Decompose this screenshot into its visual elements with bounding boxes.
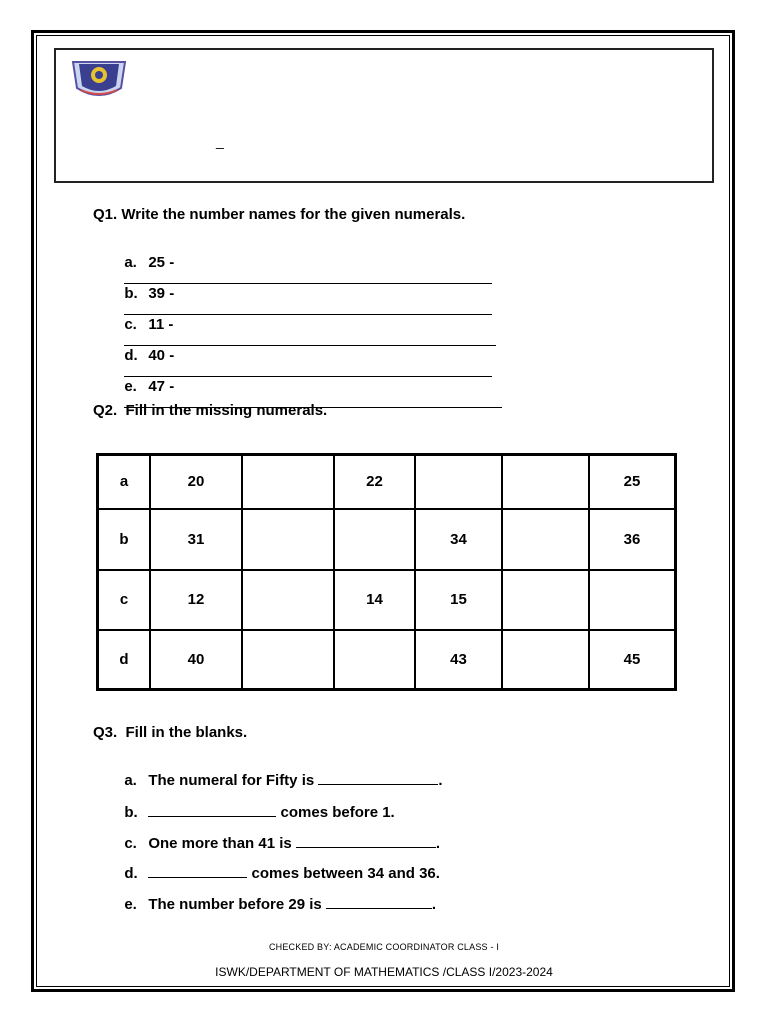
row-label: d [98,630,151,690]
department-footer: ISWK/DEPARTMENT OF MATHEMATICS /CLASS I/2023-2024 [215,965,553,979]
answer-blank[interactable] [148,804,276,817]
q2-title: Q2. Fill in the missing numerals. [93,402,328,419]
answer-blank[interactable] [296,835,436,848]
q3-title: Q3. Fill in the blanks. [93,724,248,741]
table-cell[interactable] [334,509,415,570]
missing-numerals-table [96,453,677,691]
answer-blank[interactable] [326,896,432,909]
answer-blank[interactable] [318,772,438,785]
item-letter: d. [124,347,138,364]
table-row [98,455,676,509]
table-cell: 43 [415,630,502,690]
item-letter: c. [124,316,137,333]
item-text: The number before 29 is [148,896,326,913]
table-cell: 36 [589,509,676,570]
item-text-after: . [438,772,443,789]
table-cell[interactable] [502,455,589,509]
table-cell: 31 [150,509,242,570]
q3-item-c [116,818,440,852]
item-text: One more than 41 is [148,835,296,852]
item-letter: b. [124,804,138,821]
item-letter: e. [124,896,137,913]
item-text: The numeral for Fifty is [148,772,319,789]
item-text-after: . [435,835,441,852]
table-cell[interactable] [589,570,676,630]
table-cell[interactable] [242,455,334,509]
table-cell: 20 [150,455,242,509]
header-box [54,48,714,183]
table-cell: 14 [334,570,415,630]
item-text-after: . [431,896,437,913]
item-letter: a. [124,254,137,271]
item-text: 39 - [148,285,175,302]
header-mark: _ [216,133,224,149]
table-cell[interactable] [242,630,334,690]
q3-item-d [116,848,440,882]
item-text: 47 - [148,378,175,395]
table-cell[interactable] [502,630,589,690]
table-cell[interactable] [502,509,589,570]
table-cell[interactable] [502,570,589,630]
item-text: 40 - [148,347,175,364]
item-letter: d. [124,865,138,882]
school-logo-icon [71,58,127,100]
table-cell[interactable] [415,455,502,509]
row-label: a [98,455,151,509]
table-cell[interactable] [242,570,334,630]
q1-title: Q1. Write the number names for the given numerals. [93,206,466,223]
table-cell[interactable] [334,630,415,690]
table-cell: 45 [589,630,676,690]
table-cell: 40 [150,630,242,690]
table-cell: 15 [415,570,502,630]
item-text: 11 - [148,316,174,333]
row-label: c [98,570,151,630]
item-text: 25 - [148,254,175,271]
table-cell: 34 [415,509,502,570]
item-letter: e. [124,378,137,395]
q3-item-e [116,879,436,913]
item-letter: b. [124,285,138,302]
table-cell: 12 [150,570,242,630]
item-text-after: comes between 34 and 36. [247,865,440,882]
checked-by-note: CHECKED BY: ACADEMIC COORDINATOR CLASS - I [268,942,500,952]
row-label: b [98,509,151,570]
table-cell: 22 [334,455,415,509]
item-text-after: comes before 1. [276,804,395,821]
table-row [98,630,676,690]
table-cell[interactable] [242,509,334,570]
item-letter: a. [124,772,137,789]
table-cell: 25 [589,455,676,509]
answer-blank[interactable] [148,865,247,878]
table-row [98,509,676,570]
q3-item-a [116,755,443,789]
item-letter: c. [124,835,137,852]
table-row [98,570,676,630]
q3-item-b [116,787,395,821]
